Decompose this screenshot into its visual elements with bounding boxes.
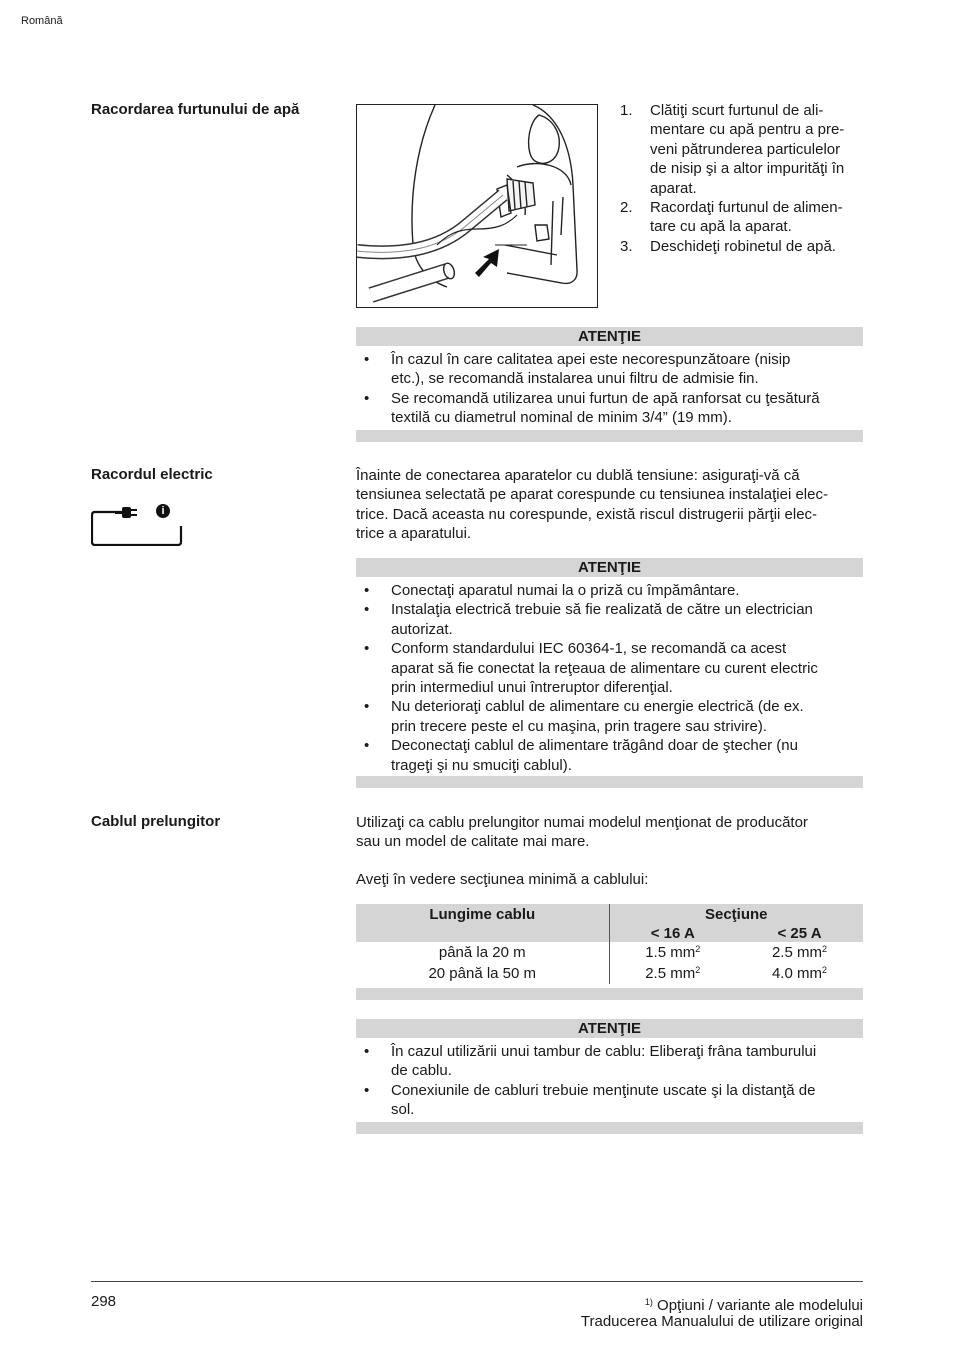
list-text: • Nu deterioraţi cablul de alimentare cu energie electrică (de ex. xyxy=(391,698,804,716)
list-text: autorizat. xyxy=(391,620,453,638)
header-25a: < 25 A xyxy=(736,925,863,942)
table-row xyxy=(356,942,863,963)
cell-16a: 2.5 $mm^2$ xyxy=(645,965,701,982)
step-item xyxy=(620,198,860,237)
cable-section-table xyxy=(356,904,863,984)
footnote-text: Opţiuni / variante ale modelului xyxy=(657,1297,863,1314)
list-text: • Conexiunile de cabluri trebuie menţinute uscate şi la distanţă de xyxy=(391,1081,816,1099)
paragraph-line: Înainte de conectarea aparatelor cu dublă tensiune: asiguraţi-vă că xyxy=(356,467,800,484)
paragraph-line: tensiunea selectată pe aparat corespunde cu tensiunea instalaţiei elec- xyxy=(356,486,828,504)
paragraph-line: trice. Dacă aceasta nu corespunde, există riscul distrugerii părţii elec- xyxy=(356,505,818,523)
list-text: • În cazul în care calitatea apei este necorespunzătoare (nisip xyxy=(391,351,791,368)
header-blank xyxy=(356,925,609,942)
plug-icon xyxy=(91,502,183,546)
list-item xyxy=(356,736,856,775)
list-text: textilă cu diametrul nominal de minim 3/4” (19 mm). xyxy=(391,409,732,427)
paragraph-line: trice a aparatului. xyxy=(356,525,472,543)
list-item xyxy=(356,639,856,697)
step-text: Clătiţi scurt furtunul de ali- xyxy=(650,102,824,119)
hose-connection-illustration xyxy=(356,104,598,308)
warning-end-bar xyxy=(356,1122,863,1134)
step-item xyxy=(620,101,860,198)
table-subheader-row xyxy=(356,925,863,942)
warning-title: ATENŢIE xyxy=(356,1019,863,1038)
list-text: • Conform standardului IEC 60364-1, se recomandă ca acest xyxy=(391,640,787,658)
language-label: Română xyxy=(21,15,63,27)
list-text: etc.), se recomandă instalarea unui filtru de admisie fin. xyxy=(391,370,759,388)
hose-steps-list xyxy=(620,101,860,256)
table-end-bar xyxy=(356,988,863,1000)
list-text: aparat să fie conectat la reţeaua de alimentare cu curent electric xyxy=(391,659,818,677)
step-number: 2. xyxy=(620,199,633,217)
warning-end-bar xyxy=(356,430,863,442)
electric-intro xyxy=(356,466,864,544)
list-item xyxy=(356,389,856,428)
step-text: Racordaţi furtunul de alimen- xyxy=(650,199,843,217)
table-row xyxy=(356,963,863,984)
step-text: Deschideţi robinetul de apă. xyxy=(650,237,836,255)
extension-note: Aveţi în vedere secţiunea minimă a cablului: xyxy=(356,871,649,888)
warning-end-bar xyxy=(356,776,863,788)
electric-heading: Racordul electric xyxy=(91,466,213,483)
header-length: Lungime cablu xyxy=(356,904,609,925)
cell-25a: 4.0 $mm^2$ xyxy=(771,965,828,982)
list-text: • Instalaţia electrică trebuie să fie realizată de către un electrician xyxy=(391,601,813,619)
table-header-row xyxy=(356,904,863,925)
extension-warning-list xyxy=(356,1042,856,1120)
list-item xyxy=(356,600,856,639)
step-item xyxy=(620,237,860,256)
water-warning-list xyxy=(356,350,856,428)
step-text: veni pătrunderea particulelor xyxy=(650,140,841,158)
header-16a: < 16 A xyxy=(609,925,736,942)
cell-length: 20 până la 50 m xyxy=(356,963,609,984)
list-text: • În cazul utilizării unui tambur de cablu: Eliberaţi frâna tamburului xyxy=(391,1043,817,1060)
hose-connection-drawing xyxy=(357,105,597,307)
cell-25a: 2.5 $mm^2$ xyxy=(771,944,828,961)
list-item xyxy=(356,350,856,389)
list-item xyxy=(356,697,856,736)
plug-info-icon xyxy=(91,502,183,546)
cell-length: până la 20 m xyxy=(356,942,609,963)
electric-warning-list xyxy=(356,581,856,775)
step-text: tare cu apă la aparat. xyxy=(650,218,792,236)
page-number: 298 xyxy=(91,1293,117,1310)
step-text: mentare cu apă pentru a pre- xyxy=(650,121,845,139)
header-section: Secţiune xyxy=(609,904,863,925)
list-item xyxy=(356,1042,856,1081)
footer-divider xyxy=(91,1281,863,1282)
paragraph-line: sau un model de calitate mai mare. xyxy=(356,833,590,851)
step-number: 1. xyxy=(620,102,633,119)
list-text: sol. xyxy=(391,1101,415,1119)
extension-heading: Cablul prelungitor xyxy=(91,813,221,830)
list-text: trageţi şi nu smuciţi cablul). xyxy=(391,756,572,774)
list-text: de cablu. xyxy=(391,1062,452,1080)
list-text: • Deconectaţi cablul de alimentare trăgând doar de ştecher (nu xyxy=(391,737,798,755)
list-text: • Se recomandă utilizarea unui furtun de apă ranforsat cu ţesătură xyxy=(391,389,820,407)
list-item xyxy=(356,1081,856,1120)
list-text: prin trecere peste el cu maşina, prin tragere sau strivire). xyxy=(391,717,767,735)
step-number: 3. xyxy=(620,237,633,255)
water-hose-heading: Racordarea furtunului de apă xyxy=(91,101,300,118)
cell-16a: 1.5 $mm^2$ xyxy=(645,944,701,961)
footnote-mark: 1) xyxy=(644,1297,653,1307)
paragraph-line: Utilizaţi ca cablu prelungitor numai modelul menţionat de producător xyxy=(356,814,808,831)
step-text: aparat. xyxy=(650,179,697,197)
step-text: de nisip şi a altor impurităţi în xyxy=(650,160,845,178)
extension-intro xyxy=(356,813,864,852)
list-text: • Conectaţi aparatul numai la o priză cu împământare. xyxy=(391,582,740,599)
info-glyph: i xyxy=(161,505,165,517)
direction-arrow xyxy=(475,249,499,277)
list-item xyxy=(356,581,856,600)
footer-title: Traducerea Manualului de utilizare original xyxy=(580,1313,863,1330)
warning-title: ATENŢIE xyxy=(356,327,863,346)
warning-title: ATENŢIE xyxy=(356,558,863,577)
list-text: prin intermediul unui întreruptor diferenţial. xyxy=(391,679,673,697)
